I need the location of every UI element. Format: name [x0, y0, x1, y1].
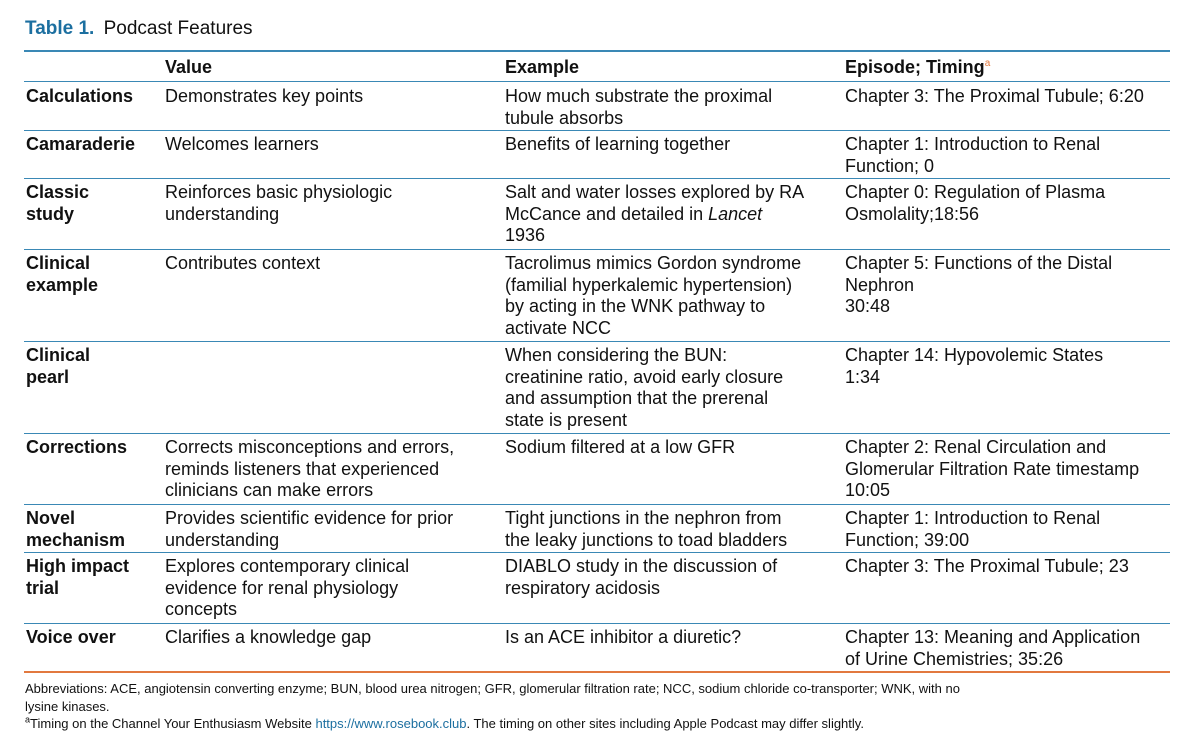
row-divider [24, 504, 1170, 505]
cell-line: of Urine Chemistries; 35:26 [845, 648, 1064, 669]
cell-line: respiratory acidosis [505, 577, 661, 598]
cell-value [165, 86, 500, 108]
cell-line: Chapter 2: Renal Circulation and [845, 437, 1107, 457]
cell-line: example [26, 274, 99, 295]
row-divider [24, 433, 1170, 434]
cell-value [165, 508, 500, 551]
cell-line: pearl [26, 366, 70, 387]
cell-example [505, 134, 840, 156]
cell-value [165, 182, 500, 225]
cell-feature [26, 508, 162, 551]
cell-episode [845, 345, 1185, 388]
row-divider [24, 623, 1170, 624]
cell-line: by acting in the WNK pathway to [505, 296, 766, 316]
cell-line: Sodium filtered at a low GFR [505, 437, 736, 457]
cell-feature [26, 345, 162, 388]
cell-line: 1936 [505, 225, 546, 245]
cell-line: understanding [165, 203, 280, 224]
cell-episode [845, 86, 1185, 108]
cell-line: 10:05 [845, 480, 891, 500]
header-episode [845, 55, 990, 79]
cell-episode [845, 508, 1185, 551]
cell-line: Chapter 3: The Proximal Tubule; 6:20 [845, 86, 1144, 106]
cell-feature [26, 627, 162, 649]
journal-name: Lancet [708, 203, 763, 224]
cell-line: How much substrate the proximal [505, 86, 773, 106]
cell-feature [26, 86, 162, 108]
cell-line: DIABLO study in the discussion of [505, 556, 778, 576]
cell-line: Corrections [26, 437, 128, 457]
cell-line: Chapter 1: Introduction to Renal [845, 508, 1101, 528]
cell-line: Function; 0 [845, 155, 935, 176]
table-caption [25, 18, 253, 40]
cell-line: Classic [26, 182, 90, 202]
row-divider [24, 130, 1170, 131]
timing-note-prefix: Timing on the Channel Your Enthusiasm Website [30, 716, 316, 731]
cell-line: Explores contemporary clinical [165, 556, 410, 576]
table-footnotes [25, 680, 1175, 733]
cell-episode [845, 556, 1185, 578]
cell-line: Salt and water losses explored by RA [505, 182, 805, 202]
cell-line: Chapter 3: The Proximal Tubule; 23 [845, 556, 1129, 576]
cell-line: Is an ACE inhibitor a diuretic? [505, 627, 742, 647]
cell-line: Welcomes learners [165, 134, 319, 154]
cell-line: Tight junctions in the nephron from [505, 508, 782, 528]
table-title: Podcast Features [103, 18, 253, 39]
cell-line: tubule absorbs [505, 107, 624, 128]
cell-line: Provides scientific evidence for prior [165, 508, 454, 528]
cell-line: 1:34 [845, 366, 881, 387]
cell-episode [845, 134, 1185, 177]
cell-line: McCance and detailed in Lancet [505, 203, 763, 224]
row-divider [24, 552, 1170, 553]
cell-line: and assumption that the prerenal [505, 388, 769, 408]
header-example: Example [505, 57, 580, 77]
cell-line: mechanism [26, 529, 126, 550]
cell-feature [26, 253, 162, 296]
cell-line: concepts [165, 599, 238, 619]
header-rule [24, 81, 1170, 82]
cell-value [165, 253, 500, 275]
cell-example [505, 508, 840, 551]
cell-example [505, 627, 840, 649]
cell-episode [845, 627, 1185, 670]
cell-feature [26, 437, 162, 459]
cell-feature [26, 556, 162, 599]
cell-example [505, 556, 840, 599]
cell-line: Nephron [845, 274, 915, 295]
header-episode-footnote-marker: a [984, 58, 991, 69]
cell-line: Reinforces basic physiologic [165, 182, 393, 202]
top-rule [24, 50, 1170, 52]
timing-footnote-marker: a [25, 714, 31, 725]
table-label: Table 1. [25, 18, 95, 39]
cell-line: understanding [165, 529, 280, 550]
cell-example [505, 253, 840, 339]
cell-line: creatinine ratio, avoid early closure [505, 366, 784, 387]
cell-line: Osmolality;18:56 [845, 203, 980, 224]
cell-line: 30:48 [845, 296, 891, 316]
cell-line: trial [26, 577, 60, 598]
timing-note [25, 715, 1175, 733]
cell-example [505, 182, 840, 247]
cell-line: Novel [26, 508, 76, 528]
cell-line: evidence for renal physiology [165, 577, 399, 598]
cell-episode [845, 182, 1185, 225]
cell-line: Clarifies a knowledge gap [165, 627, 372, 647]
cell-line: state is present [505, 409, 628, 430]
cell-example [505, 437, 840, 459]
cell-line: High impact [26, 556, 130, 576]
cell-feature [26, 182, 162, 225]
cell-line: (familial hyperkalemic hypertension) [505, 274, 793, 295]
cell-line: Chapter 5: Functions of the Distal [845, 253, 1113, 273]
cell-line: Chapter 13: Meaning and Application [845, 627, 1141, 647]
cell-line: Tacrolimus mimics Gordon syndrome [505, 253, 802, 273]
cell-line: Chapter 14: Hypovolemic States [845, 345, 1104, 365]
cell-line: activate NCC [505, 317, 612, 338]
row-divider [24, 249, 1170, 250]
cell-line: Benefits of learning together [505, 134, 731, 154]
cell-line: Chapter 0: Regulation of Plasma [845, 182, 1106, 202]
cell-line: Clinical [26, 345, 91, 365]
cell-line: Demonstrates key points [165, 86, 364, 106]
cell-example [505, 86, 840, 129]
cell-line: clinicians can make errors [165, 480, 374, 500]
abbreviations-note: Abbreviations: ACE, angiotensin converting enzyme; BUN, blood urea nitrogen; GFR, glomerular filtration rate; NCC, sodium chloride co-transporter; WNK, with no [25, 681, 960, 696]
header-episode-label: Episode; Timing [845, 57, 985, 77]
cell-line: Function; 39:00 [845, 529, 970, 550]
cell-value [165, 134, 500, 156]
cell-example [505, 345, 840, 431]
cell-episode [845, 437, 1185, 502]
cell-line: the leaky junctions to toad bladders [505, 529, 788, 550]
cell-line: reminds listeners that experienced [165, 458, 440, 479]
cell-line: Voice over [26, 627, 116, 647]
table-header [0, 55, 1200, 79]
row-divider [24, 178, 1170, 179]
cell-episode [845, 253, 1185, 318]
cell-line: Clinical [26, 253, 91, 273]
cell-line: Contributes context [165, 253, 321, 273]
cell-line: Glomerular Filtration Rate timestamp [845, 458, 1140, 479]
bottom-rule [24, 671, 1170, 673]
cell-line: Corrects misconceptions and errors, [165, 437, 455, 457]
header-value: Value [165, 57, 213, 77]
cell-feature [26, 134, 162, 156]
cell-value [165, 437, 500, 502]
timing-note-suffix: . The timing on other sites including Apple Podcast may differ slightly. [466, 716, 864, 731]
abbreviations-note-cont: lysine kinases. [25, 698, 110, 714]
cell-line: Chapter 1: Introduction to Renal [845, 134, 1101, 154]
row-divider [24, 341, 1170, 342]
rosebook-link[interactable]: https://www.rosebook.club [315, 716, 467, 731]
cell-line: study [26, 203, 75, 224]
cell-line: When considering the BUN: [505, 345, 728, 365]
cell-value [165, 627, 500, 649]
cell-line: Calculations [26, 86, 134, 106]
cell-line: Camaraderie [26, 134, 136, 154]
cell-value [165, 556, 500, 621]
